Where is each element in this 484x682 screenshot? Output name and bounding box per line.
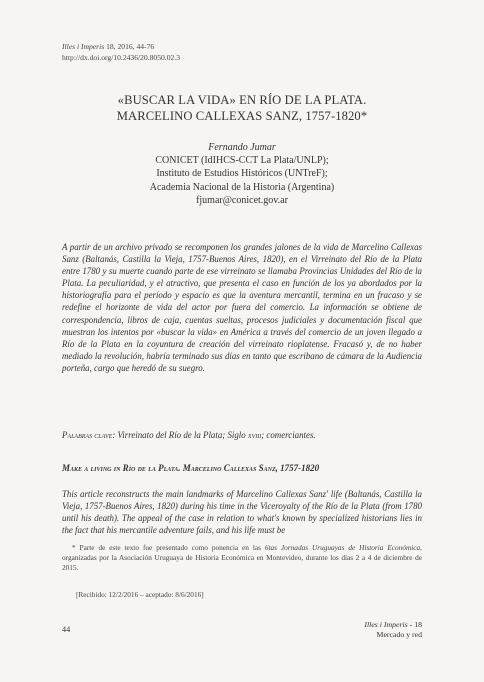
doi-link[interactable]: http://dx.doi.org/10.2436/20.8050.02.3 [62,52,180,62]
footer-journal-name: Illes i Imperis [364,620,408,629]
abstract-spanish: A partir de un archivo privado se recomponen los grandes jalones de la vida de Marcelino Callexas Sanz (Baltanás, Castilla la Vieja, 1757-Buenos Aires, 1820), en el Virreinato del Río de la Plata entre 1780 y su muerte cuando parte de ese virreinato se llamaba Provincias Unidades del Río de la Plata. La peculiaridad, y el atractivo, que presenta el caso en función de los ya abordados por la historiografía para el período y espacio es que la aventura mercantil, termina en un fracaso y se redefine el horizonte de vida del actor por fuera del comercio. La información se obtiene de correspondencia, libros de caja, cuentas sueltas, procesos judiciales y documentación fiscal que muestran los intentos por «buscar la vida» en América a través del comercio de un joven llegado a Río de la Plata en la coyuntura de creación del virreinato rioplatense. Fracasó y, de no haber mediado la revolución, habría terminado sus días en tanto que escribano de cámara de la Audiencia porteña, cargo que heredó de su suegro. [62,242,422,373]
author-name: Fernando Jumar [208,142,276,153]
author-affiliation-2: Instituto de Estudios Históricos (UNTreF); [156,168,328,180]
footnote-marker: * [72,543,76,552]
journal-name: Illes i Imperis [62,42,105,51]
abstract-english: This article reconstructs the main landmarks of Marcelino Callexas Sanz' life (Baltanás, Castilla la Vieja, 1757-Buenos Aires, 1820) during his time in the Viceroyalty of the Río de la Plata (from 1780 until his death). The appeal of the case in relation to what's known by specialized historians lies in the fact that his mercantile adventure fails, and his life must be [62,489,422,536]
keywords-text: Virreinato del Río de la Plata; Siglo [115,430,248,440]
footer-journal [364,620,422,630]
journal-issue: 18, 2016, 44-76 [104,42,155,51]
footnote-text: Parte de este texto fue presentado como ponencia en las [75,543,265,552]
title-line-2: MARCELINO CALLEXAS SANZ, 1757-1820* [116,109,368,123]
footer-section: Mercado y red [376,630,422,639]
title-line-1: «BUSCAR LA VIDA» EN RÍO DE LA PLATA. [117,93,367,107]
page-number: 44 [62,625,71,634]
article-title [0,92,484,124]
keywords [62,429,422,441]
author-email[interactable]: fjumar@conicet.gov.ar [196,194,288,206]
author-block [0,141,484,207]
keywords-text-end: ; comerciantes. [261,430,316,440]
footer-issue: - 18 [407,620,422,629]
running-footer [364,620,422,640]
footnote-text-end: , organizadas por la Asociación Uruguaya de Historia Económica en Montevideo, durante los días 2 a 4 de diciembre de 2015. [62,543,422,572]
journal-citation [62,42,180,53]
english-title: Make a living in Río de la Plata. Marcelino Callexas Sanz, 1757-1820 [62,463,320,473]
author-affiliation-1: CONICET (IdIHCS-CCT La Plata/UNLP); [155,155,329,167]
footnote-event: 6tas Jornadas Uruguayas de Historia Económica [264,543,421,552]
keywords-century: xviii [247,430,262,440]
author-affiliation-3: Academia Nacional de la Historia (Argentina) [149,181,335,193]
keywords-label: Palabras clave: [62,430,116,440]
received-dates: [Recibido: 12/2/2016 – aceptado: 8/6/2016] [76,590,204,599]
footnote [62,543,422,573]
journal-reference [62,42,180,63]
